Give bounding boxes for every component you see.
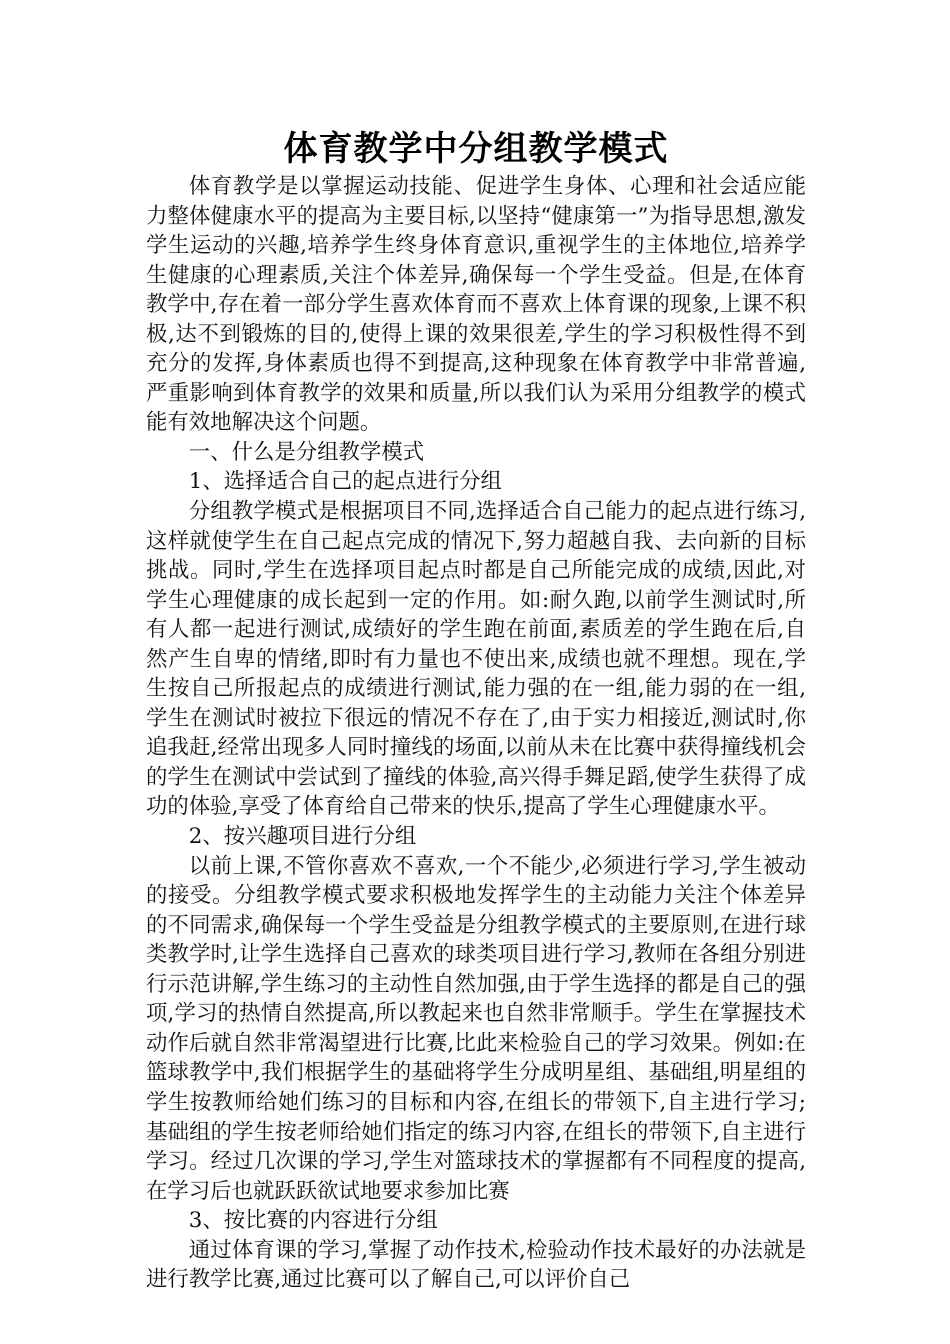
- subsection-heading-3: 3、按比赛的内容进行分组: [188, 1208, 438, 1234]
- subsection-body-3: 通过体育课的学习,掌握了动作技术,检验动作技术最好的办法就是进行教学比赛,通过比赛可以了解自己,可以评价自己: [146, 1237, 806, 1293]
- intro-paragraph: 体育教学是以掌握运动技能、促进学生身体、心理和社会适应能力整体健康水平的提高为主要目标,以坚持“健康第一”为指导思想,激发学生运动的兴趣,培养学生终身体育意识,重视学生的主体地位,培养学生健康的心理素质,关注个体差异,确保每一个学生受益。但是,在体育教学中,存在着一部分学生喜欢体育而不喜欢上体育课的现象,上课不积极,达不到锻炼的目的,使得上课的效果很差,学生的学习积极性得不到充分的发挥,身体素质也得不到提高,这种现象在体育教学中非常普遍,严重影响到体育教学的效果和质量,所以我们认为采用分组教学的模式能有效地解决这个问题。: [146, 174, 806, 436]
- subsection-heading-1: 1、选择适合自己的起点进行分组: [188, 469, 502, 495]
- document-page: [146, 126, 806, 1295]
- subsection-body-2: 以前上课,不管你喜欢不喜欢,一个不能少,必须进行学习,学生被动的接受。分组教学模式要求积极地发挥学生的主动能力关注个体差异的不同需求,确保每一个学生受益是分组教学模式的主要原则,在进行球类教学时,让学生选择自己喜欢的球类项目进行学习,教师在各组分别进行示范讲解,学生练习的主动性自然加强,由于学生选择的都是自己的强项,学习的热情自然提高,所以教起来也自然非常顺手。学生在掌握技术动作后就自然非常渴望进行比赛,比此来检验自己的学习效果。例如:在篮球教学中,我们根据学生的基础将学生分成明星组、基础组,明星组的学生按教师给她们练习的目标和内容,在组长的带领下,自主进行学习; 基础组的学生按老师给她们指定的练习内容,在组长的带领下,自主进行学习。经过几次课的学习,学生对篮球技术的掌握都有不同程度的提高,在学习后也就跃跃欲试地要求参加比赛: [146, 853, 806, 1204]
- section-heading: 一、什么是分组教学模式: [188, 439, 425, 465]
- document-title: 体育教学中分组教学模式: [283, 129, 669, 169]
- subsection-heading-2: 2、按兴趣项目进行分组: [188, 824, 417, 850]
- subsection-body-1: 分组教学模式是根据项目不同,选择适合自己能力的起点进行练习,这样就使学生在自己起点完成的情况下,努力超越自我、去向新的目标挑战。同时,学生在选择项目起点时都是自己所能完成的成绩,因此,对学生心理健康的成长起到一定的作用。如:耐久跑,以前学生测试时,所有人都一起进行测试,成绩好的学生跑在前面,素质差的学生跑在后,自然产生自卑的情绪,即时有力量也不使出来,成绩也就不理想。现在,学生按自己所报起点的成绩进行测试,能力强的在一组,能力弱的在一组,学生在测试时被拉下很远的情况不存在了,由于实力相接近,测试时,你追我赶,经常出现多人同时撞线的场面,以前从未在比赛中获得撞线机会的学生在测试中尝试到了撞线的体验,高兴得手舞足蹈,使学生获得了成功的体验,享受了体育给自己带来的快乐,提高了学生心理健康水平。: [146, 499, 806, 820]
